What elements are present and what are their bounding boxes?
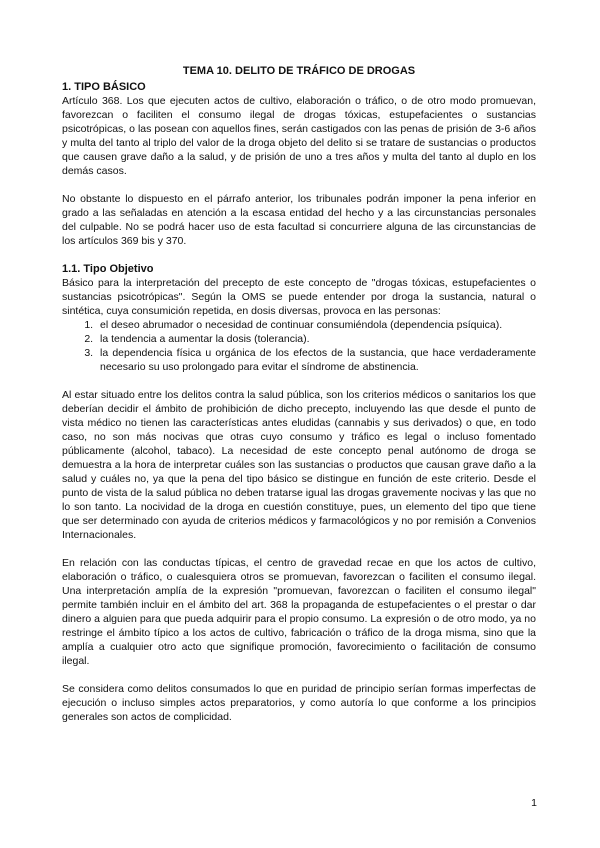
paragraph-delitos-consumados: Se considera como delitos consumados lo que en puridad de principio serían formas imperfectas de ejecución o incluso simples actos preparatorios, y como autoría lo que conforme a los principios generales son actos de complicidad. (62, 683, 536, 723)
list-item: 3. la dependencia física u orgánica de los efectos de la sustancia, que hace verdaderamente necesario su uso prolongado para evitar el síndrome de abstinencia. (96, 346, 536, 374)
effects-list (62, 318, 536, 374)
paragraph-salud-publica: Al estar situado entre los delitos contra la salud pública, son los criterios médicos o sanitarios los que deberían decidir el ámbito de prohibición de dicho precepto, incluyendo las que desde el punto de vista médico no tienen las características antes eludidas (cannabis y sus derivados) o que, en todo caso, no son más nocivas que otras cuyo consumo y tráfico es legal o incluso fomentado públicamente (alcohol, tabaco). La necesidad de este concepto penal autónomo de droga se demuestra a la hora de interpretar cuáles son las sustancias o productos que causan grave daño a la salud y cuáles no, ya que la pena del tipo básico se distingue en función de este criterio. Desde el punto de vista de la salud pública no deben tratarse igual las drogas gravemente nocivas y las que no lo son tanto. La nocividad de la droga en cuestión constituye, pues, un elemento del tipo que tiene que ser determinado con ayuda de criterios médicos y farmacológicos y no por remisión a Convenios Internacionales. (62, 389, 536, 541)
page-number: 1 (531, 797, 537, 809)
section-heading-tipo-objetivo: 1.1. Tipo Objetivo (62, 263, 154, 275)
paragraph-concepto-droga: Básico para la interpretación del precepto de este concepto de "drogas tóxicas, estupefacientes o sustancias psicotrópicas". Según la OMS se puede entender por droga la sustancia, natural o sintética, cuya consumición repetida, en dosis diversas, provoca en las personas: (62, 277, 536, 317)
document-page (62, 64, 536, 724)
paragraph-conductas-tipicas: En relación con las conductas típicas, el centro de gravedad recae en que los actos de cultivo, elaboración o tráfico, o cualesquiera otros se promuevan, favorezcan o faciliten el consumo ilegal. Una interpretación amplía de la expresión "promuevan, favorezcan o faciliten el consumo ilegal" permite también incluir en el ámbito del art. 368 la propaganda de estupefacientes o el prestar o dar dinero a alguien para que pueda adquirir para el propio consumo. La expresión o de otro modo, ya no restringe el ámbito típico a los actos de cultivo, fabricación o tráfico de la droga misma, sino que la amplía a cualquier otro acto que signifique promoción, favorecimiento o facilitación de consumo ilegal. (62, 557, 536, 667)
list-item: 2. la tendencia a aumentar la dosis (tolerancia). (96, 332, 536, 346)
paragraph-articulo-368: Artículo 368. Los que ejecuten actos de cultivo, elaboración o tráfico, o de otro modo promuevan, favorezcan o faciliten el consumo ilegal de drogas tóxicas, estupefacientes o sustancias psicotrópicas, o las posean con aquellos fines, serán castigados con las penas de prisión de 3-6 años y multa del tanto al triplo del valor de la droga objeto del delito si se tratare de sustancias o productos que causen grave daño a la salud, y de prisión de uno a tres años y multa del tanto al duplo en los demás casos. (62, 95, 536, 177)
section-heading-tipo-basico: 1. TIPO BÁSICO (62, 81, 146, 93)
document-title: TEMA 10. DELITO DE TRÁFICO DE DROGAS (182, 65, 416, 77)
paragraph-pena-inferior: No obstante lo dispuesto en el párrafo anterior, los tribunales podrán imponer la pena inferior en grado a las señaladas en atención a la escasa entidad del hecho y a las circunstancias personales del culpable. No se podrá hacer uso de esta facultad si concurriere alguna de las circunstancias de los artículos 369 bis y 370. (62, 193, 536, 247)
list-item: 1. el deseo abrumador o necesidad de continuar consumiéndola (dependencia psíquica). (96, 318, 536, 332)
